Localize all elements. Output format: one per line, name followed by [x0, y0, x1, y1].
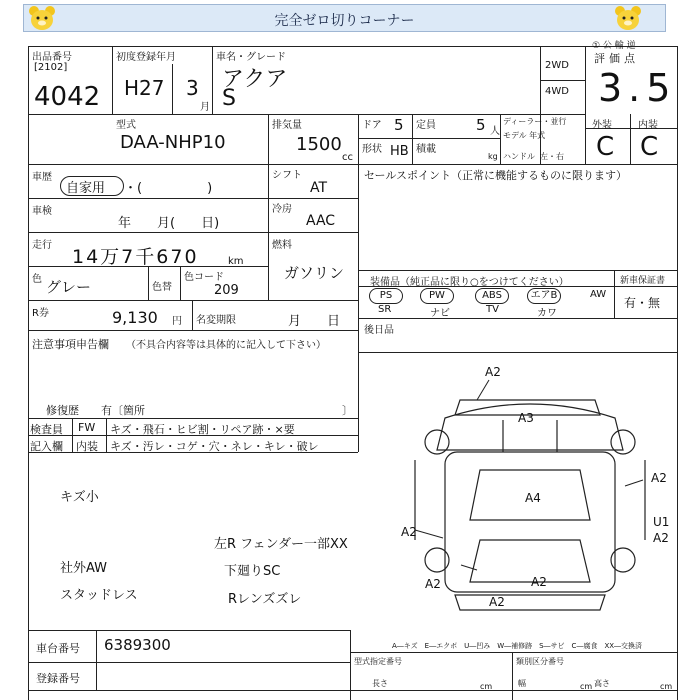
mark-a2-right: A2 [651, 471, 667, 485]
displacement-value: 1500 [296, 134, 342, 155]
lot-number: 4042 [34, 82, 101, 112]
mark-a2-left: A2 [401, 525, 417, 539]
repair-close: 〕 [342, 404, 353, 417]
month-unit: 月 [200, 102, 210, 113]
displacement-unit: cc [342, 152, 353, 163]
fuel-value: ガソリン [284, 264, 345, 282]
note-4: 左R フェンダー一部XX [214, 537, 348, 552]
handle-label: ハンドル [503, 152, 535, 161]
exterior-label: 外装 [592, 120, 612, 131]
cm-unit-1: cm [480, 682, 493, 691]
door-value: 5 [394, 116, 404, 134]
repair-label: 修復歴 有〔箇所 [46, 404, 145, 417]
score-value: 3.5 [598, 66, 677, 110]
mark-a2-rear: A2 [531, 575, 547, 589]
type-value: DAA-NHP10 [120, 132, 226, 153]
first-reg-era: H27 [124, 76, 165, 100]
recycle-value: 9,130 [112, 308, 158, 327]
diagram-rear-bumper [455, 595, 605, 610]
usage-label: 車歴 [32, 172, 52, 183]
lot-label: 出品番号 [32, 52, 72, 63]
name-change-value: 月 日 [288, 314, 341, 329]
equipment-label: 装備品（純正品に限り○をつけてください） [370, 277, 569, 288]
model-year-label: モデル 年式 [503, 131, 546, 140]
note-1: キズ小 [60, 490, 99, 505]
inspector-row1-items: キズ・飛石・ヒビ割・リペア跡・×要 [110, 423, 295, 436]
interior-label: 内装 [638, 120, 658, 131]
displacement-label: 排気量 [272, 120, 302, 131]
equip-aw: AW [590, 289, 607, 300]
drive-4wd: 4WD [545, 86, 569, 97]
warranty-label: 新車保証書 [620, 276, 666, 286]
mark-a2-right-rear: A2 [653, 531, 669, 545]
damage-legend: A―キズ E―エクボ U―凹み W―補修跡 S―サビ C―腐食 XX―交換済 [392, 642, 643, 650]
color-value: グレー [46, 278, 92, 296]
diagram-rear-glass [470, 540, 590, 582]
length-label: 長さ [372, 679, 388, 688]
bear-mascot-icon-right [613, 5, 643, 31]
mileage-value: 14万7千670 [72, 246, 199, 268]
equip-tv: TV [486, 304, 499, 315]
inspector-row1-tag: FW [78, 421, 96, 434]
grade: S [222, 86, 236, 111]
drive-2wd: 2WD [545, 60, 569, 71]
note-3: スタッドレス [60, 588, 138, 603]
equip-pw: PW [420, 288, 454, 304]
usage-value: 自家用 [66, 181, 106, 196]
cm-unit-3: cm [660, 682, 673, 691]
shape-label: 形状 [362, 144, 382, 155]
height-label: 高さ [594, 679, 610, 688]
first-reg-label: 初度登録年月 [116, 52, 176, 63]
rear-seat-label: 後日品 [364, 325, 394, 336]
recycle-label: R券 [32, 308, 49, 319]
note-6: Rレンズズレ [228, 592, 302, 607]
note-5: 下廻りSC [224, 564, 281, 579]
equip-ps: PS [369, 288, 403, 304]
type-label: 型式 [116, 120, 136, 131]
mark-a4-roof: A4 [525, 491, 541, 505]
equip-kawa: カワ [537, 308, 557, 319]
warranty-value: 有・無 [624, 296, 661, 310]
fuel-label: 燃料 [272, 240, 292, 251]
mileage-label: 走行 [32, 240, 52, 251]
load-unit: kg [488, 152, 498, 161]
shift-value: AT [310, 180, 328, 196]
equip-navi: ナビ [430, 308, 450, 319]
cm-unit-2: cm [580, 682, 593, 691]
banner-title: 完全ゼロ切りコーナー [274, 13, 415, 29]
banner [23, 4, 666, 32]
equip-abs: ABS [475, 288, 509, 304]
score-label: 評価点 [594, 52, 639, 65]
notes-label: 注意事項申告欄 [32, 338, 109, 351]
usage-rest: ・( ) [124, 181, 213, 196]
color-code-value: 209 [214, 283, 239, 298]
shape-value: HB [390, 144, 409, 159]
name-change-label: 名変期限 [196, 315, 236, 326]
exterior-grade: C [596, 132, 615, 162]
equip-airbag: エアB [527, 288, 561, 304]
note-2: 社外AW [60, 561, 108, 576]
category-label: 類別区分番号 [516, 657, 564, 666]
inspector-row2-items: キズ・汚レ・コゲ・穴・ネレ・キレ・破レ [110, 440, 319, 453]
mark-a2-left-rear: A2 [425, 577, 441, 591]
ac-value: AAC [306, 213, 336, 229]
shift-label: シフト [272, 170, 302, 181]
notes-hint: （不具合内容等は具体的に記入して下さい） [126, 340, 326, 351]
mark-a2-bumper: A2 [489, 595, 505, 609]
mileage-unit: km [228, 256, 244, 267]
recycle-unit: 円 [172, 316, 182, 327]
ac-label: 冷房 [272, 204, 292, 215]
first-reg-month: 3 [186, 76, 199, 100]
car-name: アクア [222, 67, 288, 92]
model-label: 車名・グレード [216, 52, 286, 63]
reg-label: 登録番号 [36, 672, 80, 685]
car-damage-diagram [385, 360, 675, 632]
interior-grade: C [640, 132, 659, 162]
dealer-label: ディーラー・並行 [503, 117, 567, 126]
import-mark: ① 公 輸 逆 [592, 41, 636, 51]
color-label: 色 [32, 274, 42, 285]
chassis-label: 車台番号 [36, 642, 80, 655]
bear-mascot-icon-left [27, 5, 57, 31]
equip-sr: SR [378, 304, 392, 315]
mark-a2-front: A2 [485, 365, 501, 379]
load-label: 積載 [416, 144, 436, 155]
mark-u1-right: U1 [653, 515, 670, 529]
inspection-label: 車検 [32, 206, 52, 217]
sales-point-label: セールスポイント（正常に機能するものに限ります） [364, 169, 628, 182]
chassis-value: 6389300 [104, 636, 171, 654]
width-label: 幅 [518, 679, 526, 688]
inspector-row1-label: 検査員 [30, 423, 63, 436]
color-change-label: 色替 [152, 282, 172, 293]
capacity-label: 定員 [416, 120, 436, 131]
capacity-value: 5 [476, 116, 486, 134]
mark-a3-hood: A3 [518, 411, 534, 425]
handle-value: 左・右 [540, 152, 564, 161]
inspector-row2-label: 記入欄 [30, 440, 63, 453]
color-code-label: 色コード [184, 272, 224, 283]
lot-sub: [2102] [34, 62, 68, 73]
inspection-value: 年 月( 日) [118, 216, 220, 231]
diagram-body-outline [445, 452, 615, 592]
inspector-row2-tag: 内装 [76, 440, 98, 453]
door-label: ドア [362, 120, 382, 131]
capacity-unit: 人 [490, 126, 500, 137]
type-designation-label: 型式指定番号 [354, 657, 402, 666]
